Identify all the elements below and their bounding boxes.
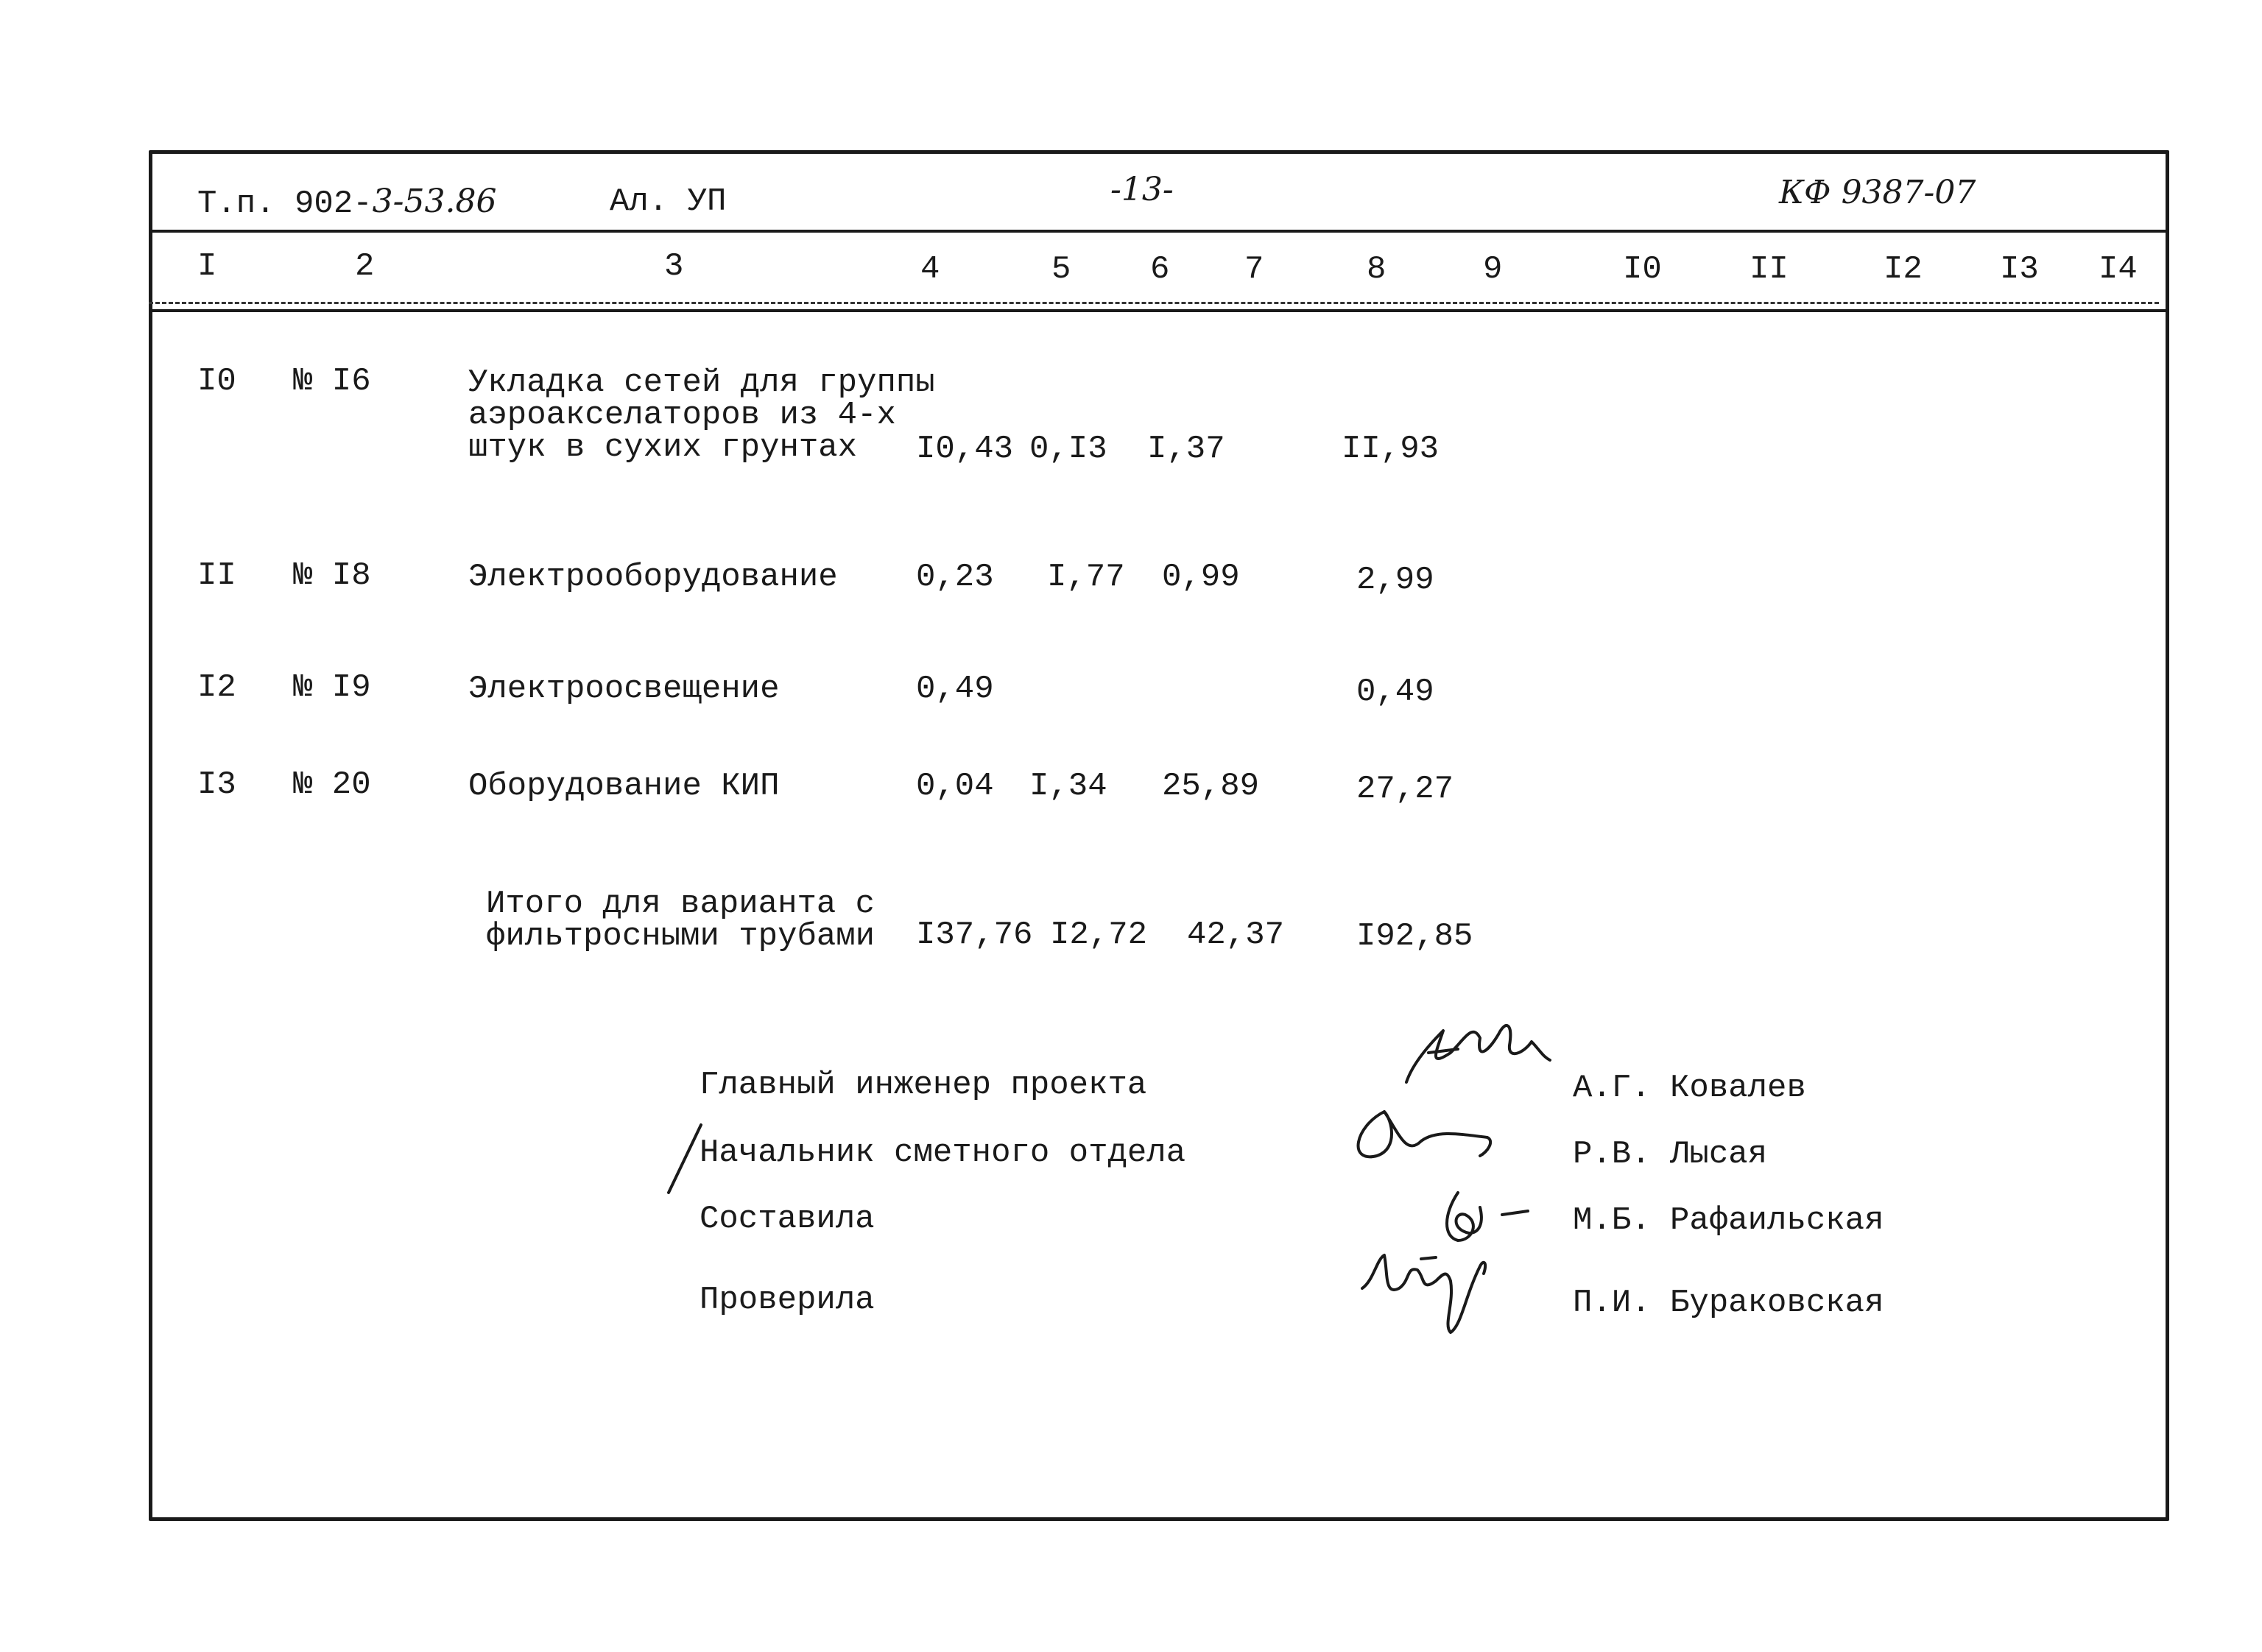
row-name: Электроосвещение — [468, 671, 780, 707]
row-name: Электрооборудование — [468, 559, 838, 596]
row-number: II — [197, 557, 236, 594]
row-number: I0 — [197, 363, 236, 400]
row-reference: № I6 — [293, 363, 371, 400]
row-name: Оборудование КИП — [468, 768, 780, 805]
signer-name: П.И. Бураковская — [1573, 1285, 1884, 1321]
column-number: I4 — [2099, 251, 2138, 288]
row-value-col4: 0,23 — [916, 559, 994, 596]
row-reference: № I8 — [293, 557, 371, 594]
total-value-col4: I37,76 — [916, 917, 1033, 953]
row-reference: № 20 — [293, 766, 371, 803]
row-number: I3 — [197, 766, 236, 803]
row-value-col8: II,93 — [1342, 431, 1440, 467]
signer-role: Проверила — [700, 1282, 875, 1319]
signer-role: Составила — [700, 1201, 875, 1238]
signature-kovalev — [1384, 1009, 1561, 1097]
row-name-line: штук в сухих грунтах — [468, 429, 858, 466]
column-number: 5 — [1051, 251, 1071, 288]
row-value-col5: 0,I3 — [1029, 431, 1107, 467]
total-label-line: фильтросными трубами — [486, 918, 875, 955]
row-value-col6: 25,89 — [1162, 768, 1260, 805]
project-number-handwritten: 3-53.86 — [372, 183, 497, 220]
column-header-divider — [149, 309, 2169, 312]
row-value-col4: 0,04 — [916, 768, 994, 805]
column-number: I0 — [1623, 251, 1662, 288]
column-number: 8 — [1367, 251, 1387, 288]
row-name-line: Укладка сетей для группы — [468, 364, 935, 401]
margin-stroke — [663, 1119, 707, 1200]
row-number: I2 — [197, 669, 236, 706]
total-label-line: Итого для варианта с — [486, 886, 875, 922]
row-value-col6: I,37 — [1147, 431, 1225, 467]
row-value-col5: I,77 — [1047, 559, 1125, 596]
album-label: Ал. УП — [610, 183, 727, 220]
row-value-col4: 0,49 — [916, 671, 994, 707]
page-number: -13- — [1110, 171, 1174, 208]
column-number: 3 — [664, 248, 684, 285]
signer-name: Р.В. Лысая — [1573, 1136, 1768, 1173]
row-value-col5: I,34 — [1029, 768, 1107, 805]
column-number: 4 — [920, 251, 940, 288]
header-divider — [149, 230, 2169, 233]
signer-name: А.Г. Ковалев — [1573, 1070, 1806, 1106]
row-value-col8: 2,99 — [1356, 562, 1434, 599]
column-number: 7 — [1244, 251, 1264, 288]
project-number — [197, 183, 497, 222]
column-number: I — [197, 248, 217, 285]
row-name-line: аэроаксeлаторов из 4-х — [468, 397, 896, 434]
column-number: I2 — [1884, 251, 1923, 288]
row-value-col8: 27,27 — [1356, 771, 1454, 808]
total-value-col8: I92,85 — [1356, 918, 1473, 955]
row-value-col4: I0,43 — [916, 431, 1014, 467]
total-value-col6: 42,37 — [1187, 917, 1285, 953]
project-number-prefix: Т.п. 902- — [197, 186, 373, 222]
row-reference: № I9 — [293, 669, 371, 706]
signer-role: Начальник сметного отдела — [700, 1134, 1186, 1171]
document-code: КФ 9387-07 — [1779, 174, 1976, 211]
signature-burakovskaya — [1355, 1237, 1502, 1340]
column-number: 9 — [1483, 251, 1503, 288]
signature-lysaya — [1340, 1097, 1502, 1171]
column-number: I3 — [2000, 251, 2039, 288]
column-number: II — [1750, 251, 1789, 288]
signer-role: Главный инженер проекта — [700, 1067, 1147, 1104]
row-value-col6: 0,99 — [1162, 559, 1240, 596]
column-number: 6 — [1150, 251, 1170, 288]
total-value-col5: I2,72 — [1050, 917, 1148, 953]
column-number: 2 — [355, 248, 375, 285]
row-value-col8: 0,49 — [1356, 674, 1434, 710]
signer-name: М.Б. Рафаильская — [1573, 1202, 1884, 1239]
column-header-dash — [149, 302, 2159, 304]
